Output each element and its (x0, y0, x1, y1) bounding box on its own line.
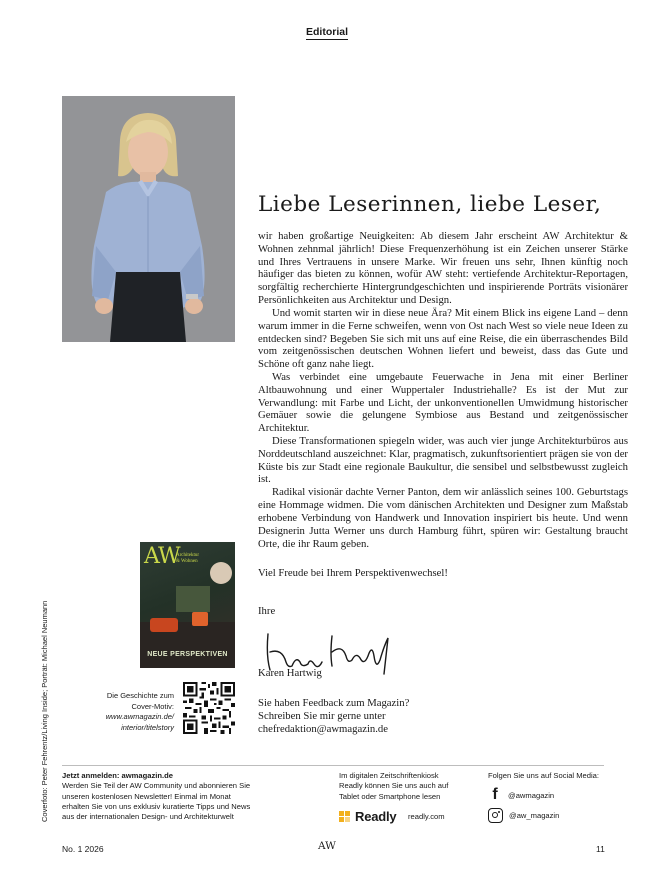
section-label (0, 26, 654, 38)
valediction: Ihre (258, 605, 276, 617)
newsletter-line: Werden Sie Teil der AW Community und abonnieren Sie (62, 781, 251, 791)
newsletter-title[interactable]: Jetzt anmelden: awmagazin.de (62, 771, 173, 780)
footer-logo: AW (318, 840, 336, 852)
facebook-icon: f (492, 786, 498, 803)
digital-kiosk-promo (339, 771, 469, 802)
cover-caption (88, 691, 174, 733)
cover-caption-url[interactable] (88, 723, 174, 734)
kiosk-line: Readly können Sie uns auch auf (339, 781, 449, 791)
section-label-text: Editorial (305, 26, 348, 38)
editorial-paragraph: Diese Transformationen spiegeln wider, was auch vier junge Architekturbüros aus Norddeutschland auszeichnet: Klar, pragmatisch, zukunftsorientiert prägen sie von der Küste bis zur Stadt eine regionale Baukultur, die sensibel und selbstbewusst zugleich ist. (258, 435, 628, 486)
newsletter-line: aus der internationalen Design- und Architekturwelt (62, 812, 234, 822)
readly-link[interactable]: readly.com (408, 812, 445, 821)
kiosk-line: Tablet oder Smartphone lesen (339, 791, 441, 801)
cover-caption-url[interactable] (88, 712, 174, 723)
readly-brand: Readly (355, 809, 397, 824)
instagram-link[interactable] (488, 808, 559, 823)
editorial-closing: Viel Freude bei Ihrem Perspektivenwechsel! (258, 567, 448, 579)
author-name: Karen Hartwig (258, 667, 322, 679)
editorial-body (258, 230, 628, 550)
newsletter-line: erhalten Sie von uns exklusiv kuratierte Tipps und News (62, 801, 251, 811)
cover-subtitle-line: & Wohnen (176, 558, 198, 564)
cover-caption-url-line[interactable]: www.awmagazin.de/ (105, 712, 174, 721)
cover-caption-line: Cover-Motiv: (131, 701, 174, 711)
editorial-paragraph: Was verbindet eine umgebaute Feuerwache in Jena mit einer Berliner Altbauwohnung und einer Wuppertaler Industriehalle? Es ist der Mut zur Verwandlung: mit Farbe und Licht, der unkonventionellen Umwidmung historischer Gemäuer sowie die gelungene Symbiose aus Bestand und zeitgenössischer Architektur. (258, 370, 628, 435)
cover-chair (150, 618, 178, 632)
readly-logo[interactable] (339, 809, 396, 824)
facebook-handle: @awmagazin (508, 790, 555, 800)
footer-divider (62, 765, 604, 766)
page-number: 11 (596, 844, 605, 854)
magazine-cover (140, 542, 235, 668)
readly-icon (339, 811, 351, 823)
feedback-question: Sie haben Feedback zum Magazin? (258, 697, 410, 709)
photo-credits: Coverfoto: Peter Fehrentz/Living Inside; Porträt: Michael Neumann (40, 600, 49, 822)
qr-code[interactable] (183, 682, 235, 734)
cover-badge (210, 562, 232, 584)
instagram-icon (488, 808, 503, 823)
feedback-prompt: Schreiben Sie mir gerne unter (258, 710, 386, 722)
newsletter-promo (62, 771, 272, 822)
feedback-email[interactable]: chefredaktion@awmagazin.de (258, 723, 389, 735)
editorial-paragraph: wir haben großartige Neuigkeiten: Ab diesem Jahr erscheint AW Architektur & Wohnen zehnmal jährlich! Diese Frequenzerhöhung ist ein Zeichen unserer Stärke und Ihres Vertrauens in unsere Marke. Wir freuen uns sehr, Ihnen künftig noch häufiger das bieten zu können, wofür AW steht: vertiefende Architektur-Reportagen, sorgfältig recherchierte Hintergrundgeschichten und inspirierende Porträts visionärer Persönlichkeiten aus Architektur und Design. (258, 230, 628, 307)
editorial-paragraph: Radikal visionär dachte Verner Panton, dem wir anlässlich seines 100. Geburtstags eine Hommage widmen. Die vom dänischen Architekten und Designer zum Maßstab erhobene Verbindung von Handwerk und Innovation inspiriert bis heute. Und wenn Designerin Jutta Werner uns durch Hamburg führt, spüren wir: Gestaltung braucht Orte, die ihr Raum geben. (258, 486, 628, 550)
issue-number: No. 1 2026 (62, 844, 104, 854)
instagram-handle: @aw_magazin (509, 811, 560, 820)
cover-caption-line: Die Geschichte zum (106, 691, 174, 700)
cover-window (176, 586, 210, 612)
facebook-link[interactable] (488, 787, 554, 803)
cover-lamp (192, 612, 208, 626)
newsletter-line: unseren kostenlosen Newsletter! Einmal im Monat (62, 791, 231, 801)
cover-logo: AW (144, 544, 180, 569)
kiosk-line: Im digitalen Zeitschriftenkiosk (339, 771, 439, 780)
editorial-headline: Liebe Leserinnen, liebe Leser, (258, 192, 602, 217)
editorial-paragraph: Und womit starten wir in diese neue Ära? Mit einem Blick ins eigene Land – denn warum immer in die Ferne schweifen, wenn von Ost nach West so viele neue Ideen zu entdecken sind? Begeben Sie sich mit uns auf eine Reise, die ein überraschendes Bild vom zeitgenössischen deutschen Wohnen liefert und beweist, dass das Gute und Schöne oft ganz nahe liegt. (258, 306, 628, 371)
social-media-title: Folgen Sie uns auf Social Media: (488, 771, 600, 780)
cover-subtitle (176, 553, 199, 564)
cover-title: NEUE PERSPEKTIVEN (147, 651, 228, 658)
cover-caption-url-line[interactable]: interior/titelstory (121, 722, 174, 732)
portrait-illustration (62, 96, 235, 342)
cover-subtitle-line: Architektur (176, 553, 200, 558)
author-portrait (62, 96, 235, 342)
